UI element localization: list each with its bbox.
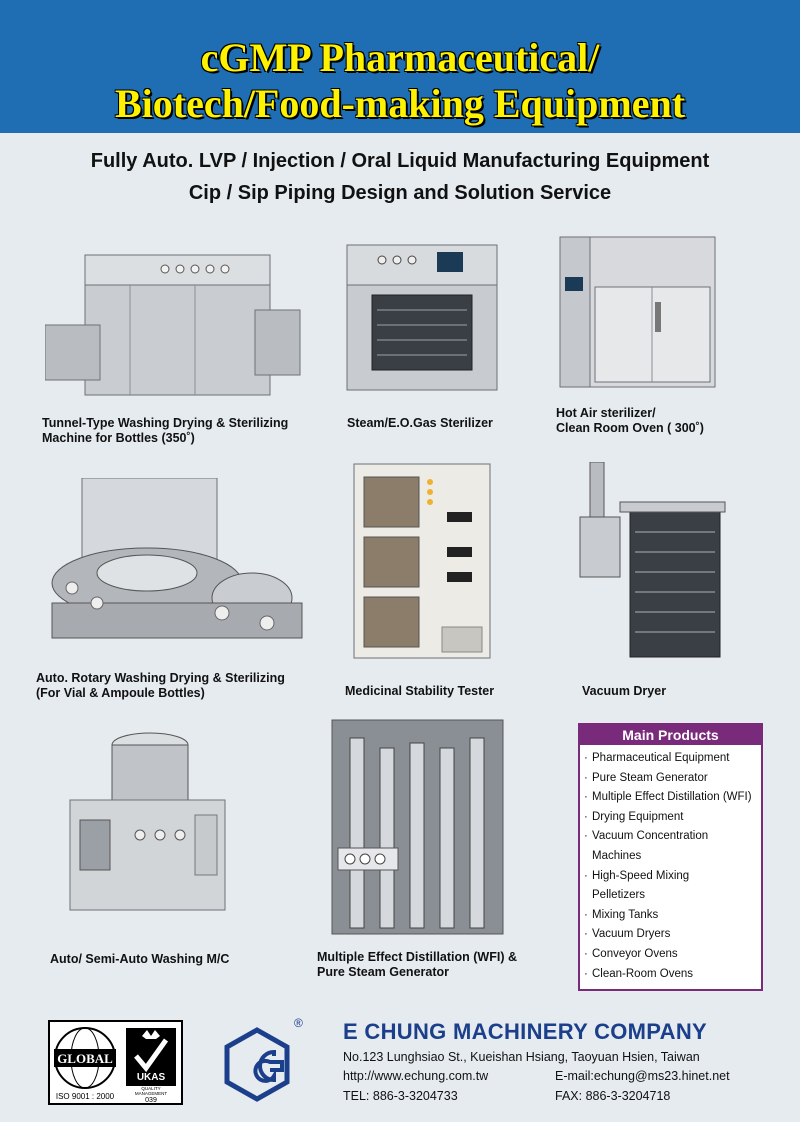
caption-line: Clean Room Oven ( 300˚) <box>556 421 704 435</box>
caption-line: Medicinal Stability Tester <box>345 684 495 698</box>
list-item: · Conveyor Ovens <box>584 945 757 965</box>
list-item: · Vacuum Concentration <box>584 827 757 847</box>
caption-line: Tunnel-Type Washing Drying & Sterilizing <box>42 416 289 430</box>
caption-auto-washer <box>50 952 229 967</box>
list-item: · Pure Steam Generator <box>584 769 757 789</box>
vacuum-dryer-photo <box>560 462 730 672</box>
steam-sterilizer-photo <box>342 240 502 400</box>
caption-stability-tester <box>345 684 494 699</box>
global-label: GLOBAL <box>57 1051 113 1066</box>
caption-vacuum-dryer <box>582 684 666 699</box>
company-website[interactable]: http://www.echung.com.tw <box>343 1069 489 1083</box>
header-banner <box>0 0 800 133</box>
subtitle-line2: Cip / Sip Piping Design and Solution Service <box>188 182 612 204</box>
company-email[interactable]: E-mail:echung@ms23.hinet.net <box>555 1069 730 1083</box>
company-address: No.123 Lunghsiao St., Kueishan Hsiang, Taoyuan Hsien, Taiwan <box>343 1050 700 1064</box>
registered-mark: ® <box>294 1016 303 1030</box>
caption-steam-sterilizer <box>347 416 493 431</box>
ukas-number: 039 <box>145 1097 157 1104</box>
header-title-line1: cGMP Pharmaceutical/ <box>200 35 600 80</box>
caption-distillation <box>317 950 517 980</box>
ukas-sub2: MANAGEMENT <box>134 1091 168 1096</box>
stability-tester-photo <box>352 462 492 660</box>
caption-rotary-washer <box>36 671 285 701</box>
tunnel-washer-photo <box>45 245 305 410</box>
caption-line: Hot Air sterilizer/ <box>556 406 656 420</box>
caption-line: Auto. Rotary Washing Drying & Sterilizing <box>36 671 285 685</box>
rotary-washer-photo <box>42 478 312 653</box>
list-item: · Pharmaceutical Equipment <box>584 749 757 769</box>
subtitle-line1: Fully Auto. LVP / Injection / Oral Liquid Manufacturing Equipment <box>90 150 710 172</box>
main-products-title: Main Products <box>580 725 761 745</box>
auto-washer-photo <box>65 725 230 920</box>
company-name: E CHUNG MACHINERY COMPANY <box>343 1019 708 1044</box>
ukas-sub1: QUALITY <box>141 1086 161 1091</box>
list-item-continued: Machines <box>592 849 642 862</box>
caption-line: Auto/ Semi-Auto Washing M/C <box>50 952 230 966</box>
caption-line: Pure Steam Generator <box>317 965 449 979</box>
ukas-label: UKAS <box>136 1072 166 1083</box>
caption-line: Machine for Bottles (350˚) <box>42 431 195 445</box>
caption-line: (For Vial & Ampoule Bottles) <box>36 686 205 700</box>
main-products-list <box>580 749 761 984</box>
iso-label: ISO 9001 : 2000 <box>55 1092 115 1101</box>
company-logo-icon <box>212 1012 312 1112</box>
distillation-photo <box>330 718 505 936</box>
caption-hot-air-sterilizer <box>556 406 704 436</box>
caption-tunnel-washer <box>42 416 288 446</box>
header-title-line2: Biotech/Food-making Equipment <box>114 81 686 126</box>
main-products-box <box>578 723 763 991</box>
company-fax: FAX: 886-3-3204718 <box>555 1089 671 1103</box>
list-item: · Mixing Tanks <box>584 906 757 926</box>
list-item: · Drying Equipment <box>584 808 757 828</box>
certification-badge <box>48 1020 183 1105</box>
list-item-continued: Pelletizers <box>592 889 646 902</box>
list-item: · High-Speed Mixing <box>584 867 757 887</box>
list-item: · Vacuum Dryers <box>584 925 757 945</box>
list-item: · Clean-Room Ovens <box>584 965 757 985</box>
list-item: · Multiple Effect Distillation (WFI) <box>584 788 757 808</box>
hot-air-sterilizer-photo <box>555 232 720 392</box>
company-phone: TEL: 886-3-3204733 <box>343 1089 458 1103</box>
caption-line: Multiple Effect Distillation (WFI) & <box>317 950 517 964</box>
caption-line: Vacuum Dryer <box>582 684 667 698</box>
caption-line: Steam/E.O.Gas Sterilizer <box>347 416 493 430</box>
